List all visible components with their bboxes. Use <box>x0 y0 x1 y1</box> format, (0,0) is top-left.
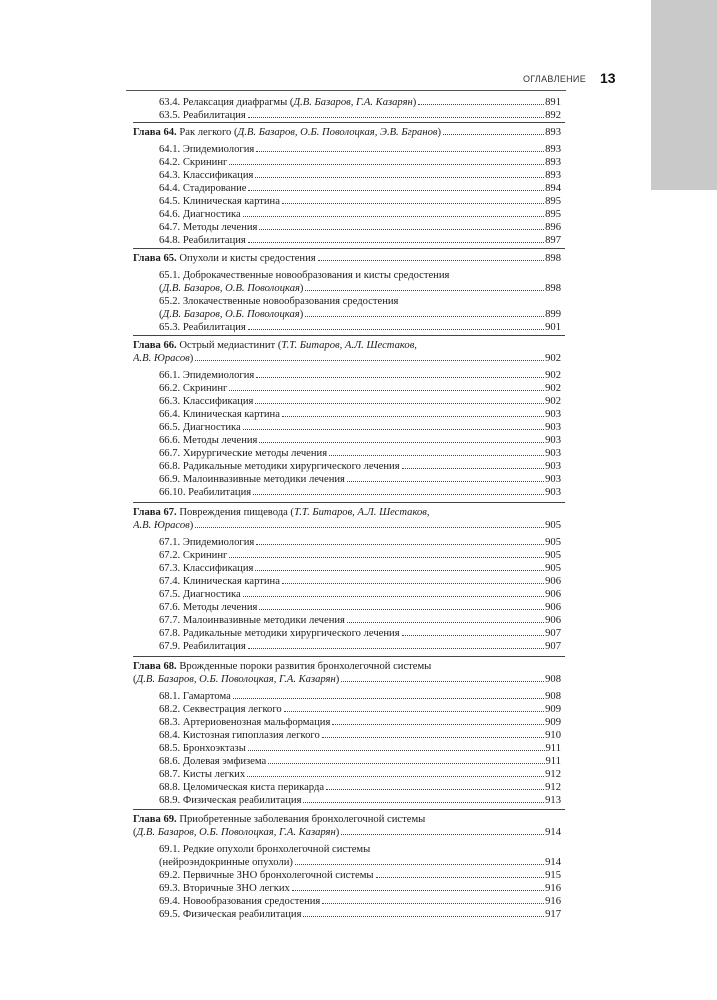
entry-page-number: 906 <box>545 589 561 600</box>
entry-title: 64.8. Реабилитация <box>159 235 246 246</box>
entry-title: 69.5. Физическая реабилитация <box>159 909 302 920</box>
toc-entry[interactable] <box>0 96 717 110</box>
entry-page-number: 905 <box>545 520 561 531</box>
entry-title: 69.3. Вторичные ЗНО легких <box>159 883 290 894</box>
entry-page-number: 892 <box>545 110 561 121</box>
entry-authors: Д.В. Базаров, О.Б. Поволоцкая, Э.В. Бгранов <box>237 127 438 138</box>
chapter-label: Глава 68. <box>133 661 177 672</box>
entry-title: 67.7. Малоинвазивные методики лечения <box>159 615 345 626</box>
entry-page-number: 899 <box>545 309 561 320</box>
entry-title: 68.8. Целомическая киста перикарда <box>159 782 325 793</box>
chapter-label: Глава 67. <box>133 507 177 518</box>
dot-leader <box>256 151 544 152</box>
entry-page-number: 910 <box>545 730 561 741</box>
entry-title: 67.1. Эпидемиология <box>159 537 255 548</box>
dot-leader <box>259 229 544 230</box>
entry-page-number: 903 <box>545 409 561 420</box>
entry-title: 69.4. Новообразования средостения <box>159 896 321 907</box>
toc-chapter-entry[interactable] <box>0 126 717 140</box>
entry-page-number: 902 <box>545 396 561 407</box>
dot-leader <box>233 698 544 699</box>
entry-page-number: 893 <box>545 170 561 181</box>
entry-page-number: 897 <box>545 235 561 246</box>
entry-page-number: 908 <box>545 691 561 702</box>
entry-authors: Д.В. Базаров, Г.А. Казарян <box>293 97 413 108</box>
toc-entry[interactable] <box>0 434 717 448</box>
toc-entry[interactable] <box>0 640 717 654</box>
dot-leader <box>259 609 544 610</box>
toc-entry[interactable] <box>0 673 717 687</box>
dot-leader <box>229 557 544 558</box>
toc-entry[interactable] <box>0 781 717 795</box>
entry-title: 66.2. Скрининг <box>159 383 228 394</box>
entry-page-number: 905 <box>545 537 561 548</box>
dot-leader <box>295 864 544 865</box>
entry-authors: Д.В. Базаров, О.В. Поволоцкая <box>162 283 300 294</box>
entry-page-number: 905 <box>545 563 561 574</box>
toc-entry[interactable] <box>0 742 717 756</box>
dot-leader <box>268 763 544 764</box>
entry-title: 64.4. Стадирование <box>159 183 247 194</box>
toc-chapter-entry[interactable] <box>0 339 717 353</box>
chapter-label: Глава 66. <box>133 340 177 351</box>
entry-authors: А.В. Юрасов <box>133 520 190 531</box>
dot-leader <box>248 329 544 330</box>
entry-title: 66.7. Хирургические методы лечения <box>159 448 328 459</box>
toc-entry[interactable] <box>0 308 717 322</box>
entry-authors: Д.В. Базаров, О.Б. Поволоцкая, Г.А. Казарян <box>136 674 336 685</box>
entry-title: 67.8. Радикальные методики хирургического лечения <box>159 628 400 639</box>
toc-entry[interactable] <box>0 321 717 335</box>
entry-page-number: 893 <box>545 157 561 168</box>
entry-page-number: 916 <box>545 896 561 907</box>
dot-leader <box>243 429 544 430</box>
entry-page-number: 906 <box>545 615 561 626</box>
entry-page-number: 895 <box>545 196 561 207</box>
entry-title: Глава 66. Острый медиастинит (Т.Т. Битаров, А.Л. Шестаков, <box>133 340 417 351</box>
dot-leader <box>318 260 544 261</box>
toc-chapter-entry[interactable] <box>0 660 717 674</box>
entry-title: Глава 65. Опухоли и кисты средостения <box>133 253 316 264</box>
entry-title: 63.4. Релаксация диафрагмы (Д.В. Базаров, Г.А. Казарян) <box>159 97 417 108</box>
dot-leader <box>443 134 544 135</box>
dot-leader <box>341 681 544 682</box>
entry-page-number: 911 <box>545 756 561 767</box>
entry-title: 66.10. Реабилитация <box>159 487 252 498</box>
toc-entry[interactable] <box>0 352 717 366</box>
entry-page-number: 903 <box>545 435 561 446</box>
entry-title: 66.5. Диагностика <box>159 422 241 433</box>
toc-entry[interactable] <box>0 109 717 123</box>
entry-authors: Д.В. Базаров, О.Б. Поволоцкая <box>162 309 300 320</box>
entry-page-number: 914 <box>545 827 561 838</box>
toc-entry[interactable] <box>0 156 717 170</box>
dot-leader <box>248 117 544 118</box>
dot-leader <box>229 164 544 165</box>
chapter-label: Глава 64. <box>133 127 177 138</box>
entry-page-number: 898 <box>545 253 561 264</box>
entry-title: 64.3. Классификация <box>159 170 254 181</box>
entry-title: 66.3. Классификация <box>159 396 254 407</box>
entry-title: 67.4. Клиническая картина <box>159 576 280 587</box>
toc-entry[interactable] <box>0 486 717 500</box>
entry-title: 68.2. Секвестрация легкого <box>159 704 282 715</box>
toc-entry[interactable] <box>0 382 717 396</box>
entry-page-number: 902 <box>545 383 561 394</box>
entry-page-number: 893 <box>545 127 561 138</box>
dot-leader <box>402 635 545 636</box>
dot-leader <box>322 903 544 904</box>
toc-entry[interactable] <box>0 562 717 576</box>
toc-entry[interactable] <box>0 269 717 283</box>
entry-page-number: 903 <box>545 448 561 459</box>
entry-title: 69.2. Первичные ЗНО бронхолегочной системы <box>159 870 374 881</box>
dot-leader <box>303 802 544 803</box>
toc-entry[interactable] <box>0 716 717 730</box>
running-header-label: ОГЛАВЛЕНИЕ <box>522 74 586 84</box>
entry-title: 64.2. Скрининг <box>159 157 228 168</box>
chapter-separator-rule <box>133 248 565 249</box>
dot-leader <box>322 737 544 738</box>
dot-leader <box>255 403 544 404</box>
chapter-separator-rule <box>133 656 565 657</box>
entry-page-number: 917 <box>545 909 561 920</box>
toc-entry[interactable] <box>0 182 717 196</box>
toc-entry[interactable] <box>0 234 717 248</box>
entry-page-number: 898 <box>545 283 561 294</box>
chapter-separator-rule <box>133 809 565 810</box>
entry-title: 68.6. Долевая эмфизема <box>159 756 267 767</box>
entry-page-number: 903 <box>545 461 561 472</box>
entry-title: 64.5. Клиническая картина <box>159 196 280 207</box>
dot-leader <box>376 877 545 878</box>
entry-page-number: 895 <box>545 209 561 220</box>
toc-entry[interactable] <box>0 703 717 717</box>
entry-title: 68.3. Артериовенозная мальформация <box>159 717 331 728</box>
dot-leader <box>243 596 544 597</box>
entry-title: 66.8. Радикальные методики хирургического лечения <box>159 461 400 472</box>
entry-page-number: 894 <box>545 183 561 194</box>
toc-entry[interactable] <box>0 575 717 589</box>
entry-page-number: 907 <box>545 641 561 652</box>
toc-entry[interactable] <box>0 826 717 840</box>
entry-page-number: 912 <box>545 769 561 780</box>
entry-page-number: 908 <box>545 674 561 685</box>
dot-leader <box>247 776 544 777</box>
entry-authors: Д.В. Базаров, О.Б. Поволоцкая, Г.А. Казарян <box>136 827 336 838</box>
toc-entry[interactable] <box>0 473 717 487</box>
dot-leader <box>418 104 544 105</box>
dot-leader <box>229 390 544 391</box>
entry-title: 68.5. Бронхоэктазы <box>159 743 246 754</box>
entry-title: 67.9. Реабилитация <box>159 641 246 652</box>
toc-entry[interactable] <box>0 169 717 183</box>
chapter-separator-rule <box>133 502 565 503</box>
entry-title: 64.6. Диагностика <box>159 209 241 220</box>
toc-entry[interactable] <box>0 460 717 474</box>
entry-page-number: 912 <box>545 782 561 793</box>
chapter-label: Глава 65. <box>133 253 177 264</box>
entry-page-number: 902 <box>545 370 561 381</box>
entry-page-number: 893 <box>545 144 561 155</box>
toc-entry[interactable] <box>0 856 717 870</box>
dot-leader <box>195 360 544 361</box>
entry-title: 64.7. Методы лечения <box>159 222 258 233</box>
entry-page-number: 915 <box>545 870 561 881</box>
entry-title: 65.2. Злокачественные новообразования средостения <box>159 296 399 307</box>
entry-title: 66.6. Методы лечения <box>159 435 258 446</box>
entry-title: 66.9. Малоинвазивные методики лечения <box>159 474 345 485</box>
toc-entry[interactable] <box>0 195 717 209</box>
entry-title: (Д.В. Базаров, О.Б. Поволоцкая, Г.А. Казарян) <box>133 674 340 685</box>
entry-page-number: 891 <box>545 97 561 108</box>
entry-title: 66.1. Эпидемиология <box>159 370 255 381</box>
toc-entry[interactable] <box>0 408 717 422</box>
entry-title: 68.7. Кисты легких <box>159 769 246 780</box>
dot-leader <box>256 544 544 545</box>
dot-leader <box>255 570 544 571</box>
entry-title: Глава 67. Повреждения пищевода (Т.Т. Битаров, А.Л. Шестаков, <box>133 507 430 518</box>
dot-leader <box>248 750 545 751</box>
entry-title: 63.5. Реабилитация <box>159 110 246 121</box>
dot-leader <box>259 442 544 443</box>
dot-leader <box>282 416 544 417</box>
dot-leader <box>329 455 544 456</box>
dot-leader <box>256 377 544 378</box>
dot-leader <box>195 527 544 528</box>
entry-title: 65.3. Реабилитация <box>159 322 246 333</box>
dot-leader <box>332 724 544 725</box>
entry-title: (Д.В. Базаров, О.В. Поволоцкая) <box>159 283 304 294</box>
entry-page-number: 909 <box>545 704 561 715</box>
toc-entry[interactable] <box>0 627 717 641</box>
dot-leader <box>402 468 545 469</box>
toc-entry[interactable] <box>0 690 717 704</box>
dot-leader <box>248 242 544 243</box>
entry-page-number: 905 <box>545 550 561 561</box>
dot-leader <box>305 290 544 291</box>
toc-entry[interactable] <box>0 369 717 383</box>
entry-title: Глава 64. Рак легкого (Д.В. Базаров, О.Б. Поволоцкая, Э.В. Бгранов) <box>133 127 442 138</box>
dot-leader <box>255 177 544 178</box>
entry-title: 67.5. Диагностика <box>159 589 241 600</box>
entry-title: Глава 69. Приобретенные заболевания бронхолегочной системы <box>133 814 426 825</box>
entry-title: 68.1. Гамартома <box>159 691 231 702</box>
toc-entry[interactable] <box>0 221 717 235</box>
toc-entry[interactable] <box>0 895 717 909</box>
dot-leader <box>284 711 544 712</box>
toc-chapter-entry[interactable] <box>0 506 717 520</box>
toc-entry[interactable] <box>0 601 717 615</box>
entry-page-number: 913 <box>545 795 561 806</box>
dot-leader <box>243 216 544 217</box>
toc-entry[interactable] <box>0 882 717 896</box>
entry-title: 66.4. Клиническая картина <box>159 409 280 420</box>
dot-leader <box>248 648 544 649</box>
entry-title: А.В. Юрасов) <box>133 353 194 364</box>
toc-entry[interactable] <box>0 869 717 883</box>
entry-title: 69.1. Редкие опухоли бронхолегочной системы <box>159 844 371 855</box>
entry-authors: Т.Т. Битаров, А.Л. Шестаков, <box>293 507 430 518</box>
entry-title: Глава 68. Врожденные пороки развития бронхолегочной системы <box>133 661 432 672</box>
toc-entry[interactable] <box>0 536 717 550</box>
toc-entry[interactable] <box>0 794 717 808</box>
toc-entry[interactable] <box>0 395 717 409</box>
toc-entry[interactable] <box>0 843 717 857</box>
entry-page-number: 896 <box>545 222 561 233</box>
dot-leader <box>253 494 544 495</box>
toc-entry[interactable] <box>0 143 717 157</box>
entry-title: 67.2. Скрининг <box>159 550 228 561</box>
dot-leader <box>282 203 544 204</box>
entry-title: (нейроэндокринные опухоли) <box>159 857 293 868</box>
page-number: 13 <box>600 70 616 86</box>
dot-leader <box>303 916 544 917</box>
dot-leader <box>347 622 544 623</box>
toc-entry[interactable] <box>0 768 717 782</box>
entry-page-number: 902 <box>545 353 561 364</box>
toc-entry[interactable] <box>0 282 717 296</box>
chapter-label: Глава 69. <box>133 814 177 825</box>
dot-leader <box>248 190 544 191</box>
toc-entry[interactable] <box>0 755 717 769</box>
dot-leader <box>341 834 544 835</box>
entry-page-number: 914 <box>545 857 561 868</box>
entry-page-number: 903 <box>545 474 561 485</box>
entry-page-number: 907 <box>545 628 561 639</box>
toc-entry[interactable] <box>0 614 717 628</box>
entry-title: 67.6. Методы лечения <box>159 602 258 613</box>
chapter-separator-rule <box>133 335 565 336</box>
entry-authors: А.В. Юрасов <box>133 353 190 364</box>
entry-authors: Т.Т. Битаров, А.Л. Шестаков, <box>281 340 417 351</box>
toc-entry[interactable] <box>0 208 717 222</box>
dot-leader <box>347 481 544 482</box>
dot-leader <box>326 789 544 790</box>
entry-title: А.В. Юрасов) <box>133 520 194 531</box>
toc-entry[interactable] <box>0 729 717 743</box>
entry-page-number: 911 <box>545 743 561 754</box>
toc-entry[interactable] <box>0 519 717 533</box>
toc-entry[interactable] <box>0 549 717 563</box>
entry-title: (Д.В. Базаров, О.Б. Поволоцкая) <box>159 309 304 320</box>
entry-title: 68.9. Физическая реабилитация <box>159 795 302 806</box>
toc-chapter-entry[interactable] <box>0 252 717 266</box>
entry-page-number: 901 <box>545 322 561 333</box>
entry-title: 65.1. Доброкачественные новообразования и кисты средостения <box>159 270 450 281</box>
toc-entry[interactable] <box>0 421 717 435</box>
dot-leader <box>282 583 544 584</box>
toc-entry[interactable] <box>0 295 717 309</box>
entry-page-number: 906 <box>545 576 561 587</box>
entry-page-number: 909 <box>545 717 561 728</box>
entry-page-number: 916 <box>545 883 561 894</box>
entry-title: 68.4. Кистозная гипоплазия легкого <box>159 730 320 741</box>
dot-leader <box>292 890 544 891</box>
toc-entry[interactable] <box>0 588 717 602</box>
toc-entry[interactable] <box>0 447 717 461</box>
entry-title: 64.1. Эпидемиология <box>159 144 255 155</box>
toc-entry[interactable] <box>0 908 717 922</box>
entry-page-number: 903 <box>545 487 561 498</box>
entry-page-number: 906 <box>545 602 561 613</box>
entry-title: 67.3. Классификация <box>159 563 254 574</box>
entry-title: (Д.В. Базаров, О.Б. Поволоцкая, Г.А. Казарян) <box>133 827 340 838</box>
entry-page-number: 903 <box>545 422 561 433</box>
toc-chapter-entry[interactable] <box>0 813 717 827</box>
dot-leader <box>305 316 544 317</box>
